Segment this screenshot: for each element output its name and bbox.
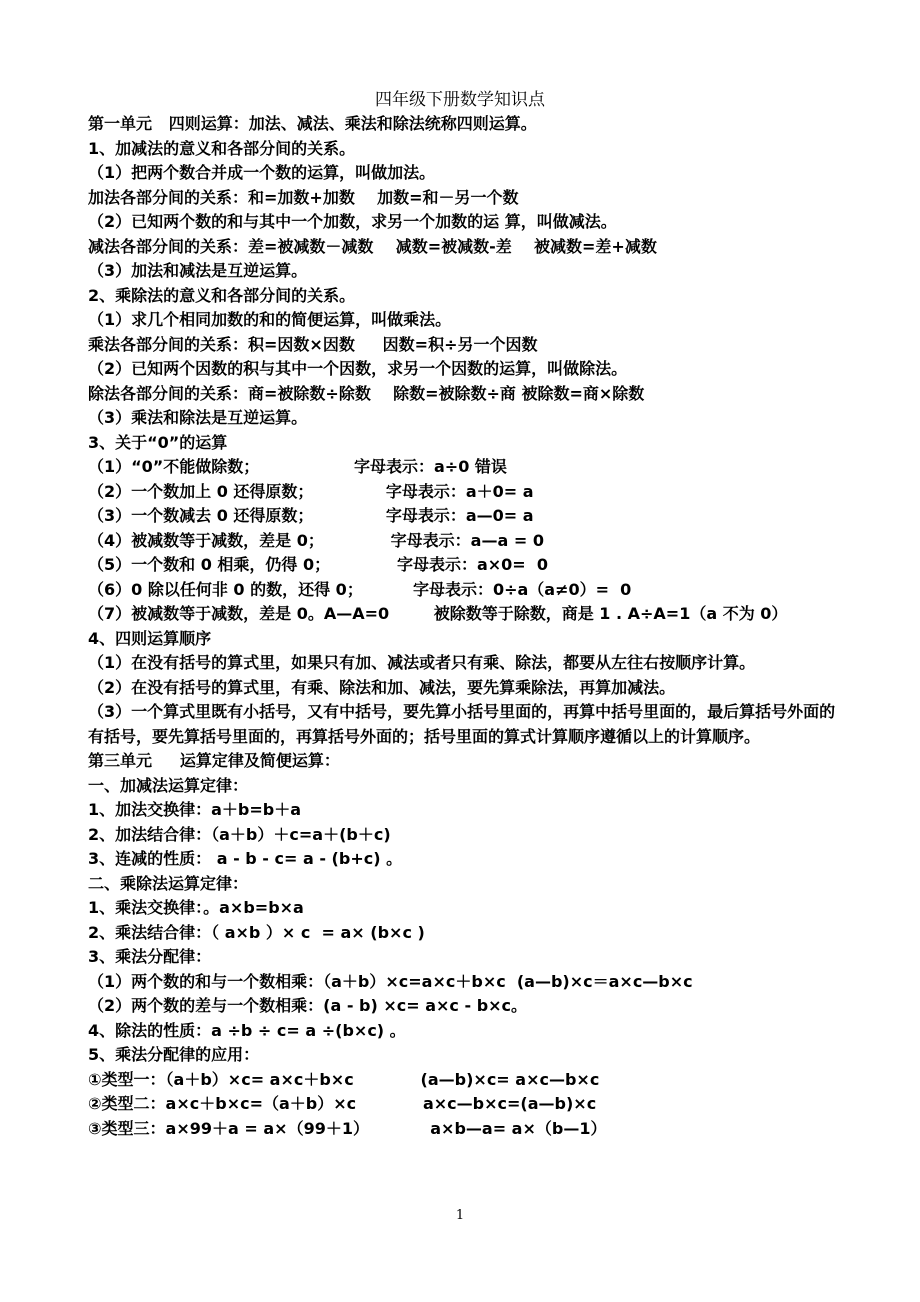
text-line: 加法各部分间的关系：和=加数+加数 加数=和－另一个数: [88, 187, 519, 207]
text-line: 一、加减法运算定律：: [88, 775, 249, 795]
text-line: 2、乘法结合律：（ a×b ）× c = a× (b×c ): [88, 922, 425, 942]
text-line: （2）已知两个因数的积与其中一个因数，求另一个因数的运算，叫做除法。: [88, 359, 628, 378]
text-line: （4）被减数等于减数，差是 0； 字母表示：a—a = 0: [88, 530, 544, 550]
text-line: 1、乘法交换律：。a×b=b×a: [88, 898, 304, 917]
text-line: 减法各部分间的关系：差=被减数－减数 减数=被减数-差 被减数=差+减数: [88, 236, 657, 256]
section-heading: 第一单元 四则运算：加法、减法、乘法和除法统称四则运算。: [88, 114, 537, 133]
text-line: ①类型一：（a＋b）×c= a×c＋b×c (a—b)×c= a×c—b×c: [88, 1069, 600, 1089]
text-line: （2）在没有括号的算式里，有乘、除法和加、减法，要先算乘除法，再算加减法。: [88, 677, 676, 697]
text-line: （1）把两个数合并成一个数的运算，叫做加法。: [88, 163, 436, 182]
text-line: （6）0 除以任何非 0 的数，还得 0； 字母表示：0÷a（a≠0）= 0: [88, 579, 632, 599]
text-line: （2）一个数加上 0 还得原数； 字母表示：a＋0= a: [88, 481, 534, 501]
text-line: （3）一个算式里既有小括号，又有中括号，要先算小括号里面的，再算中括号里面的，最后算括号外面的有括号，要先算括号里面的，再算括号外面的；括号里面的算式计算顺序遵循以上的计算顺序。: [88, 702, 836, 746]
page-title: 四年级下册数学知识点: [375, 90, 545, 110]
text-line: 1、加法交换律：a＋b=b＋a: [88, 800, 302, 819]
document-body: [88, 112, 838, 1141]
text-line: 2、加法结合律：（a＋b）＋c=a＋(b＋c): [88, 824, 391, 844]
section-heading: 第三单元 运算定律及简便运算：: [88, 751, 340, 770]
text-line: （1）“0”不能做除数； 字母表示：a÷0 错误: [88, 457, 507, 476]
text-line: （1）求几个相同加数的和的简便运算，叫做乘法。: [88, 310, 452, 329]
text-line: （1）两个数的和与一个数相乘：（a＋b）×c=a×c＋b×c (a—b)×c＝a×c—b×c: [88, 971, 693, 991]
text-line: （3）加法和减法是互逆运算。: [88, 261, 308, 280]
text-line: ③类型三：a×99＋a = a×（99＋1） a×b—a= a×（b—1）: [88, 1118, 607, 1138]
text-line: 4、除法的性质：a ÷b ÷ c= a ÷(b×c) 。: [88, 1020, 406, 1040]
text-line: （7）被减数等于减数，差是 0。A—A=0 被除数等于除数，商是 1 . A÷A=1（a 不为 0）: [88, 604, 788, 623]
text-line: （5）一个数和 0 相乘，仍得 0； 字母表示：a×0= 0: [88, 555, 548, 574]
text-line: 2、乘除法的意义和各部分间的关系。: [88, 285, 356, 305]
text-line: 除法各部分间的关系：商=被除数÷除数 除数=被除数÷商 被除数=商×除数: [88, 383, 645, 403]
text-line: （2）两个数的差与一个数相乘：(a - b) ×c= a×c - b×c。: [88, 996, 528, 1015]
text-line: 3、关于“0”的运算: [88, 432, 228, 452]
text-line: ②类型二：a×c＋b×c=（a＋b）×c a×c—b×c=(a—b)×c: [88, 1094, 597, 1113]
text-line: 4、四则运算顺序: [88, 628, 212, 648]
text-line: 乘法各部分间的关系：积=因数×因数 因数=积÷另一个因数: [88, 334, 538, 354]
text-line: 二、乘除法运算定律：: [88, 873, 249, 893]
page-number: 1: [455, 1208, 465, 1223]
text-line: （1）在没有括号的算式里，如果只有加、减法或者只有乘、除法，都要从左往右按顺序计算。: [88, 653, 756, 672]
text-line: 1、加减法的意义和各部分间的关系。: [88, 138, 356, 158]
text-line: （3）一个数减去 0 还得原数； 字母表示：a—0= a: [88, 506, 534, 525]
text-line: 5、乘法分配律的应用：: [88, 1045, 260, 1064]
text-line: 3、连减的性质： a - b - c= a - (b+c) 。: [88, 849, 403, 868]
text-line: （3）乘法和除法是互逆运算。: [88, 408, 308, 427]
text-line: （2）已知两个数的和与其中一个加数，求另一个加数的运 算，叫做减法。: [88, 212, 617, 231]
text-line: 3、乘法分配律：: [88, 947, 212, 966]
